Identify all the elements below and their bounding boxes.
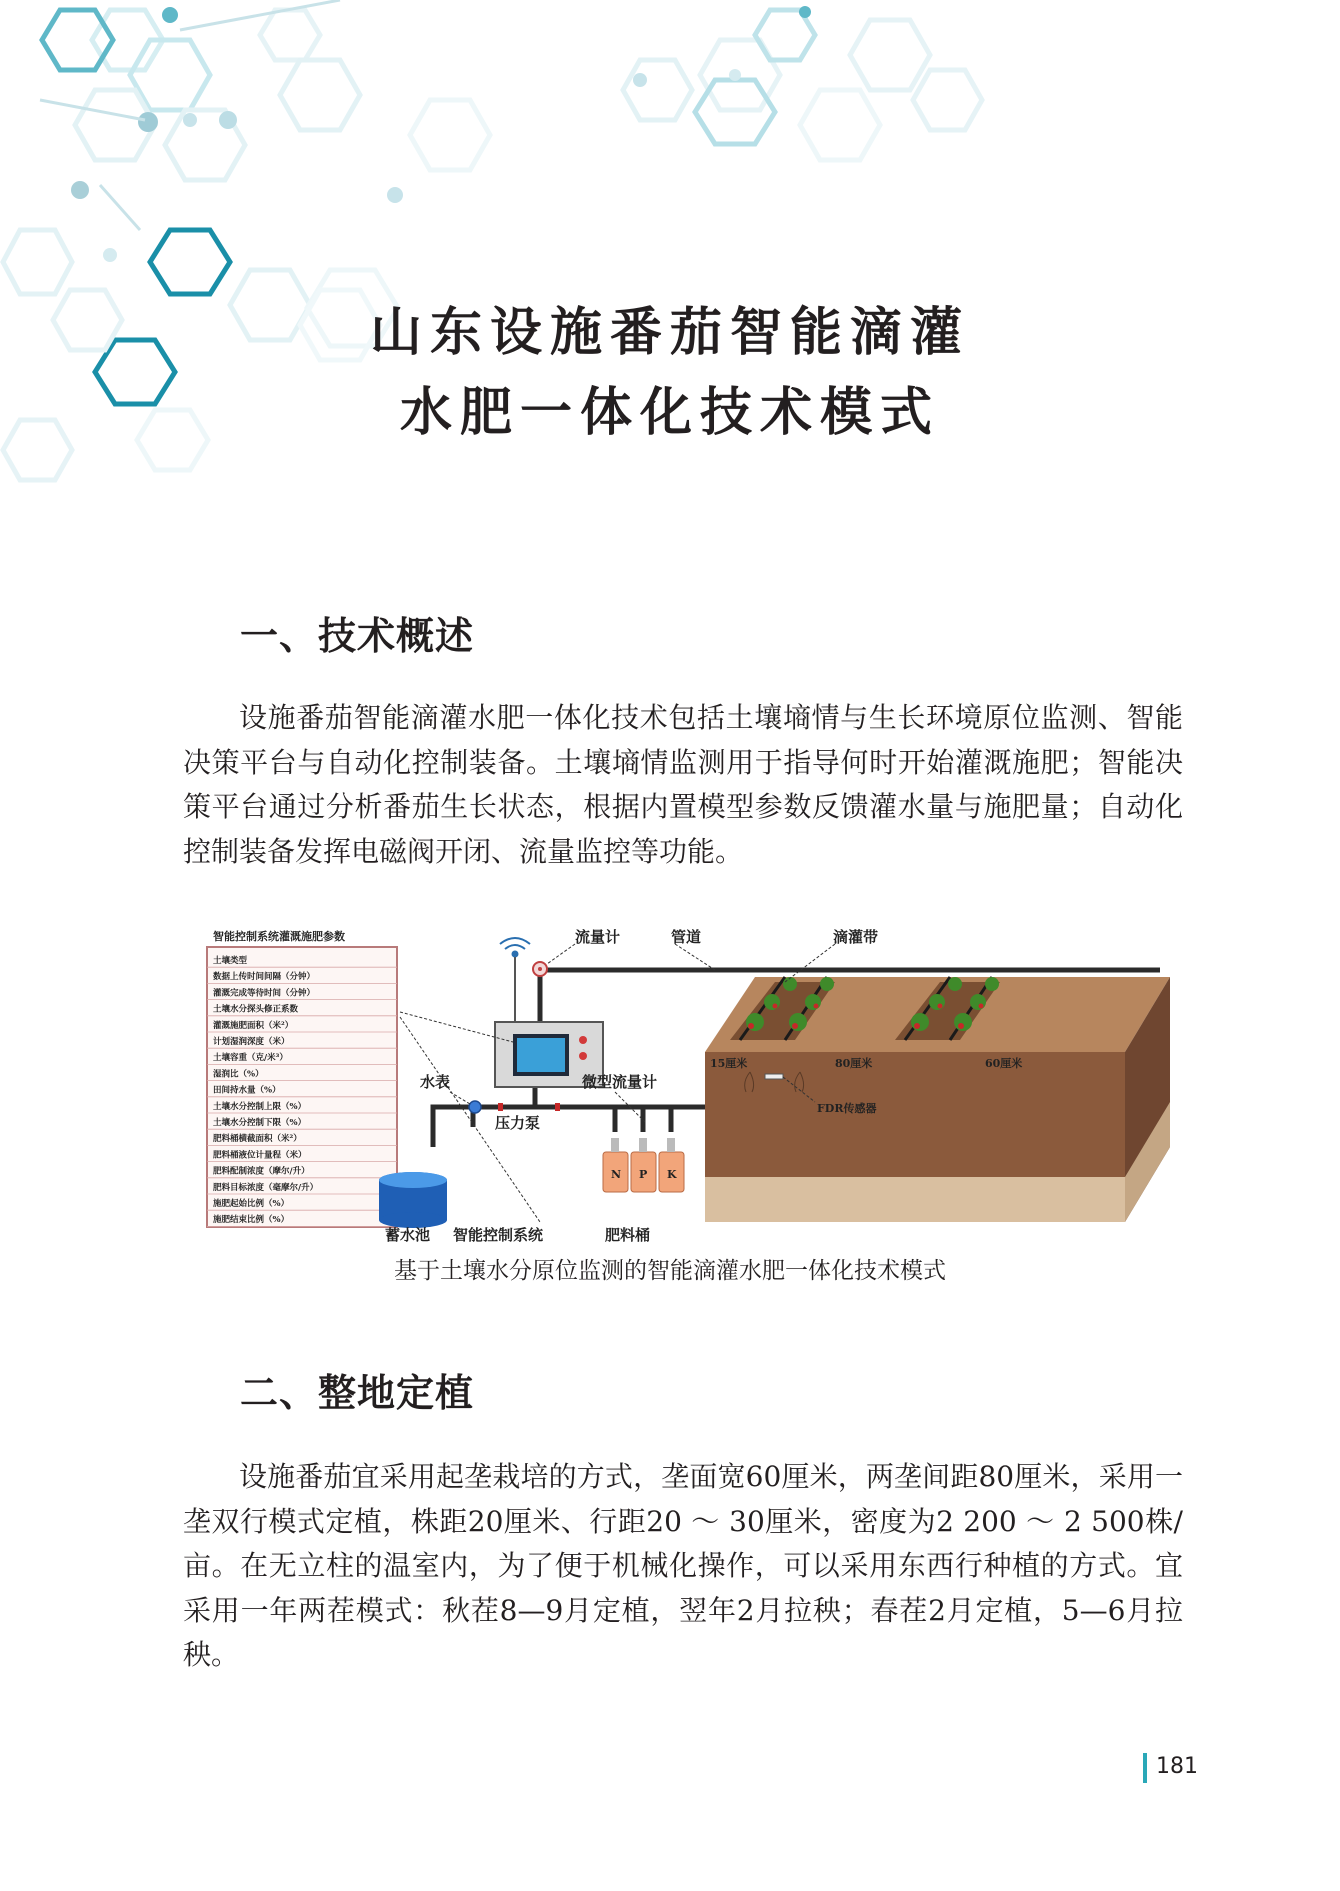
label-fdr-sensor: FDR传感器 xyxy=(817,1102,877,1115)
section-heading-planting: 二、整地定植 xyxy=(240,1371,475,1415)
tank-p-label: P xyxy=(639,1168,648,1181)
panel-row-3: 土壤水分探头修正系数 xyxy=(213,1004,299,1015)
fertilizer-tanks xyxy=(603,1138,684,1192)
panel-row-4: 灌溉施肥面积（米²） xyxy=(213,1020,294,1031)
label-pipe: 管道 xyxy=(671,928,702,946)
dimension-80cm: 80厘米 xyxy=(835,1057,873,1070)
flow-meter-icon xyxy=(533,962,547,976)
panel-row-14: 肥料目标浓度（毫摩尔/升） xyxy=(213,1182,319,1193)
label-pump: 压力泵 xyxy=(495,1114,541,1132)
tank-n-label: N xyxy=(611,1168,622,1181)
wifi-icon xyxy=(500,938,530,957)
overview-paragraph xyxy=(183,696,1183,874)
panel-row-5: 计划湿润深度（米） xyxy=(213,1037,290,1047)
irrigation-system-diagram xyxy=(195,922,1170,1242)
overview-text: 设施番茄智能滴灌水肥一体化技术包括土壤墒情与生长环境原位监测、智能决策平台与自动化控制装备。土壤墒情监测用于指导何时开始灌溉施肥；智能决策平台通过分析番茄生长状态，根据内置模型参数反馈灌水量与施肥量；自动化控制装备发挥电磁阀开闭、流量监控等功能。 xyxy=(183,701,1183,868)
panel-row-9: 土壤水分控制上限（%） xyxy=(213,1101,307,1112)
label-water-meter: 水表 xyxy=(420,1073,451,1091)
panel-row-15: 施肥起始比例（%） xyxy=(213,1199,290,1209)
panel-title: 智能控制系统灌溉施肥参数 xyxy=(213,930,345,943)
label-flow-meter: 流量计 xyxy=(575,928,621,946)
dimension-60cm: 60厘米 xyxy=(985,1057,1023,1070)
label-micro-flow-meter: 微型流量计 xyxy=(582,1073,658,1091)
planting-paragraph xyxy=(183,1455,1183,1678)
panel-row-7: 湿润比（%） xyxy=(213,1069,264,1080)
tank-k-label: K xyxy=(667,1168,677,1181)
label-drip-tape: 滴灌带 xyxy=(833,928,879,946)
figure-caption: 基于土壤水分原位监测的智能滴灌水肥一体化技术模式 xyxy=(394,1258,946,1284)
dimension-15cm: 15厘米 xyxy=(710,1057,748,1070)
page-title-line-2: 水肥一体化技术模式 xyxy=(399,382,940,443)
page-number-bar xyxy=(1143,1753,1147,1783)
soil-block xyxy=(705,977,1170,1222)
section-heading-overview: 一、技术概述 xyxy=(240,614,475,658)
panel-row-12: 肥料桶液位计量程（米） xyxy=(213,1150,307,1161)
panel-row-0: 土壤类型 xyxy=(213,956,248,966)
panel-row-11: 肥料桶横截面积（米²） xyxy=(213,1134,302,1145)
label-control-system: 智能控制系统 xyxy=(453,1226,544,1242)
panel-row-8: 田间持水量（%） xyxy=(213,1085,281,1096)
reservoir-tank xyxy=(379,1172,447,1228)
parameter-panel xyxy=(207,929,397,1227)
planting-text: 设施番茄宜采用起垄栽培的方式，垄面宽60厘米，两垄间距80厘米，采用一垄双行模式定植，株距20厘米、行距20 ～ 30厘米，密度为2 200 ～ 2 500株/亩。在无立柱的温室内，为了便于机械化操作，可以采用东西行种植的方式。宜采用一年两茬模式：秋茬8—9月定植，翌年2月拉秧；春茬2月定植，5—6月拉秧。 xyxy=(183,1460,1183,1671)
page-title-line-1: 山东设施番茄智能滴灌 xyxy=(369,302,970,363)
panel-row-6: 土壤容重（克/米³） xyxy=(213,1053,288,1064)
label-fertilizer-tank: 肥料桶 xyxy=(605,1226,651,1242)
panel-row-1: 数据上传时间间隔（分钟） xyxy=(213,972,316,983)
water-meter-icon xyxy=(469,1101,481,1113)
panel-row-2: 灌溉完成等待时间（分钟） xyxy=(213,988,316,999)
label-reservoir: 蓄水池 xyxy=(385,1226,431,1242)
panel-row-10: 土壤水分控制下限（%） xyxy=(213,1118,307,1128)
page-number: 181 xyxy=(1156,1754,1198,1779)
panel-row-13: 肥料配制浓度（摩尔/升） xyxy=(213,1166,310,1177)
panel-row-16: 施肥结束比例（%） xyxy=(213,1215,290,1226)
